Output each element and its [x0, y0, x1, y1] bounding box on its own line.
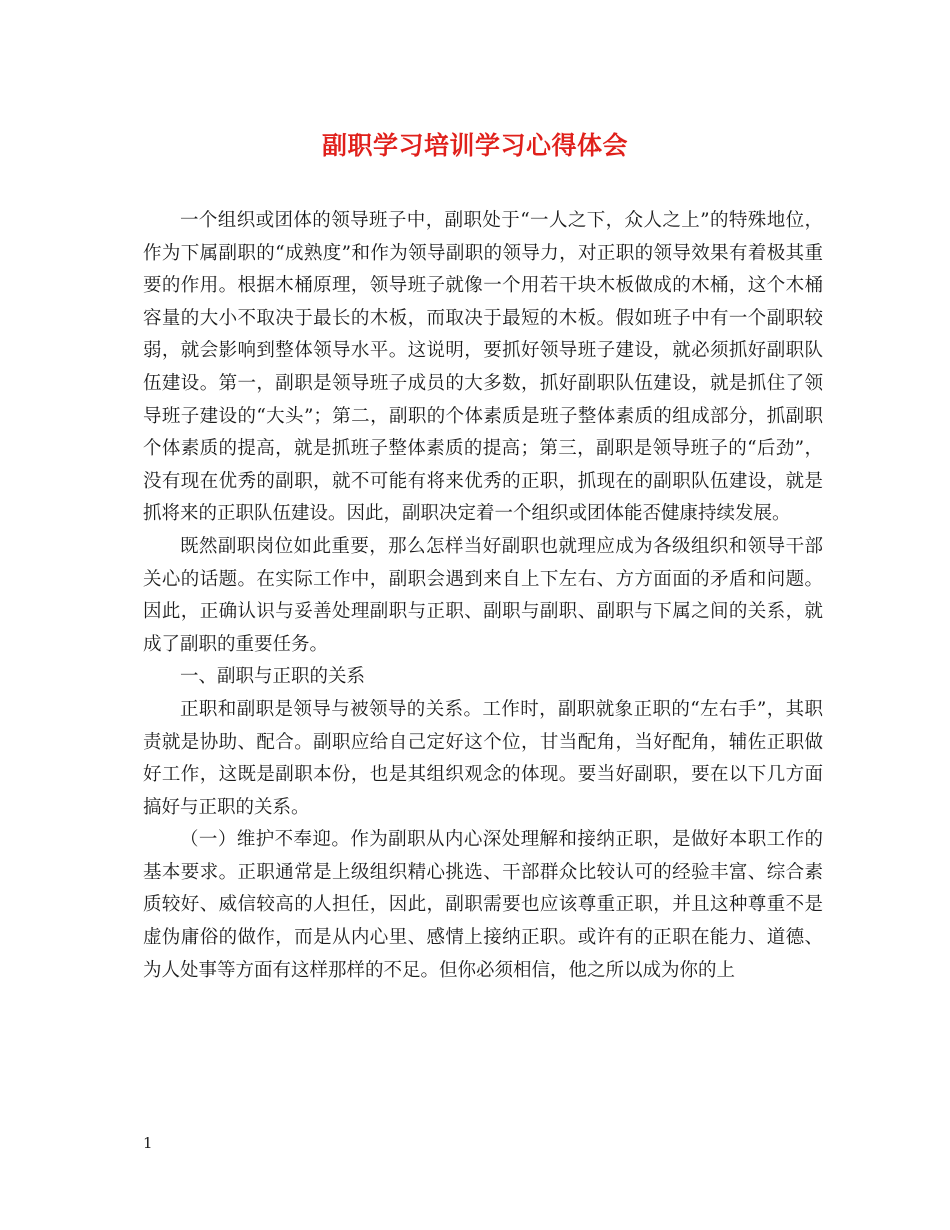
paragraph: （一）维护不奉迎。作为副职从内心深处理解和接纳正职，是做好本职工作的基本要求。正职通常是上级组织精心挑选、干部群众比较认可的经验丰富、综合素质较好、威信较高的人担任，因此，副职需要也应该尊重正职，并且这种尊重不是虚伪庸俗的做作，而是从内心里、感情上接纳正职。或许有的正职在能力、道德、为人处事等方面有这样那样的不足。但你必须相信，他之所以成为你的上	[143, 829, 823, 981]
paragraph: 正职和副职是领导与被领导的关系。工作时，副职就象正职的“左右手”，其职责就是协助、配合。副职应给自己定好这个位，甘当配角，当好配角，辅佐正职做好工作，这既是副职本份，也是其组织观念的体现。要当好副职，要在以下几方面搞好与正职的关系。	[143, 698, 823, 818]
document-title: 副职学习培训学习心得体会	[321, 131, 628, 160]
paragraph: 一个组织或团体的领导班子中，副职处于“一人之下，众人之上”的特殊地位，作为下属副职的“成熟度”和作为领导副职的领导力，对正职的领导效果有着极其重要的作用。根据木桶原理，领导班子就像一个用若干块木板做成的木桶，这个木桶容量的大小不取决于最长的木板，而取决于最短的木板。假如班子中有一个副职较弱，就会影响到整体领导水平。这说明，要抓好领导班子建设，就必须抓好副职队伍建设。第一，副职是领导班子成员的大多数，抓好副职队伍建设，就是抓住了领导班子建设的“大头”；第二，副职的个体素质是班子整体素质的组成部分，抓副职个体素质的提高，就是抓班子整体素质的提高；第三，副职是领导班子的“后劲”，没有现在优秀的副职，就不可能有将来优秀的正职，抓现在的副职队伍建设，就是抓将来的正职队伍建设。因此，副职决定着一个组织或团体能否健康持续发展。	[143, 210, 823, 525]
page-number: 1	[143, 1134, 153, 1152]
section-heading: 一、副职与正职的关系	[180, 666, 366, 688]
document-body	[143, 205, 823, 987]
paragraph: 既然副职岗位如此重要，那么怎样当好副职也就理应成为各级组织和领导干部关心的话题。在实际工作中，副职会遇到来自上下左右、方方面面的矛盾和问题。因此，正确认识与妥善处理副职与正职、副职与副职、副职与下属之间的关系，就成了副职的重要任务。	[143, 535, 823, 655]
